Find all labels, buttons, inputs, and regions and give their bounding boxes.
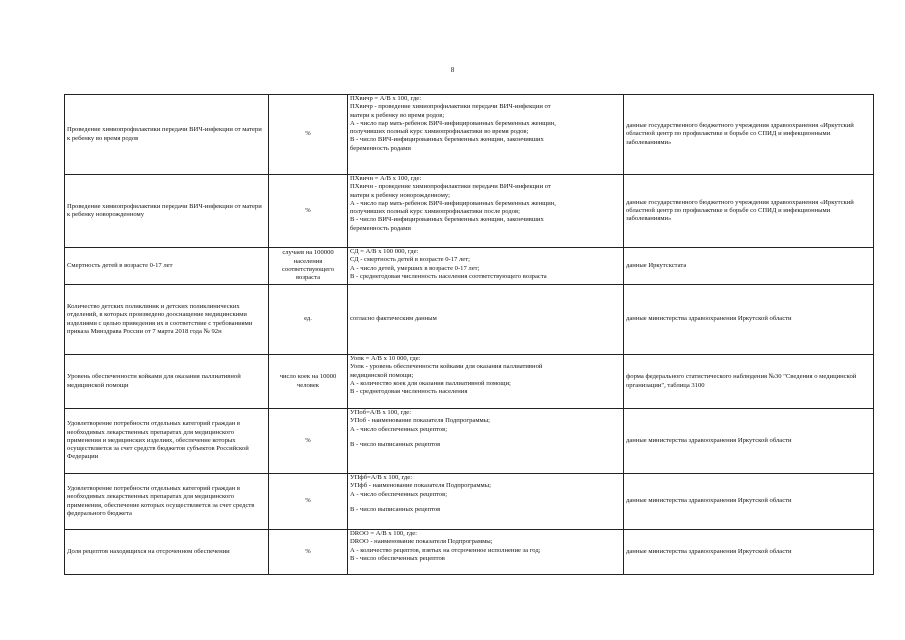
formula-line	[350, 434, 621, 441]
formula-cell	[348, 355, 624, 409]
table-row	[65, 175, 874, 248]
indicator-cell: Удовлетворение потребности отдельных категорий граждан в необходимых лекарственных препаратах для медицинского применения, обеспечение которых осуществляется за счет средств федерального бюджета	[65, 474, 269, 530]
unit-cell: случаев на 100000 населения соответствующего возраста	[269, 248, 348, 285]
source-cell: данные Иркутскстата	[624, 248, 874, 285]
formula-line: УПоб - наименование показателя Подпрограммы;	[350, 417, 490, 425]
unit-cell: число коек на 10000 человек	[269, 355, 348, 409]
formula-line: Уопк = А/В х 10 000, где:	[350, 355, 421, 362]
formula-cell	[348, 474, 624, 530]
table-row	[65, 285, 874, 355]
unit-cell: %	[269, 175, 348, 248]
formula-line: ПХвичр = А/В х 100, где:	[350, 95, 422, 102]
formula-line	[350, 499, 621, 506]
indicator-cell: Количество детских поликлиник и детских поликлинических отделений, в которых произведено дооснащение медицинскими изделиями с целью приведения их в соответствие с требованиями приказа Минздрава России от 7 марта 2018 года № 92н	[65, 285, 269, 355]
formula-line: А - количество рецептов, взятых на отсроченное исполнение за год;	[350, 546, 541, 554]
table-row	[65, 409, 874, 474]
formula-line: В - среднегодовая численность населения	[350, 388, 468, 396]
formula-line: DROO = А/В х 100, где:	[350, 530, 417, 537]
unit-cell: %	[269, 95, 348, 175]
formula-line: УПоб=А/В х 100, где:	[350, 409, 412, 416]
source-cell: данные государственного бюджетного учреждения здравоохранения «Иркутский областной центр по профилактике и борьбе со СПИД и инфекционными заболеваниями»	[624, 95, 874, 175]
formula-line: А - число обеспеченных рецептов;	[350, 490, 448, 498]
formula-cell	[348, 95, 624, 175]
table-row	[65, 248, 874, 285]
formula-line: А - число пар мать-ребенок ВИЧ-инфицированных беременных женщин,	[350, 199, 556, 207]
formula-line: УПфб - наименование показателя Подпрограммы;	[350, 482, 491, 490]
formula-line: СД = А/В х 100 000, где:	[350, 248, 419, 255]
table-row	[65, 95, 874, 175]
formula-line: В - число обеспеченных рецептов	[350, 554, 445, 562]
source-cell: данные министерства здравоохранения Иркутской области	[624, 474, 874, 530]
table-row	[65, 530, 874, 575]
indicator-cell: Проведение химиопрофилактики передачи ВИЧ-инфекции от матери к ребенку новорожденному	[65, 175, 269, 248]
formula-line: беременность родами	[350, 224, 411, 232]
indicator-cell: Доля рецептов находящихся на отсроченном обеспечении	[65, 530, 269, 575]
unit-cell: %	[269, 530, 348, 575]
indicator-cell: Проведение химиопрофилактики передачи ВИЧ-инфекции от матери к ребенку во время родов	[65, 95, 269, 175]
formula-line: медицинской помощи;	[350, 371, 414, 379]
formula-line: А - количество коек для оказания паллиативной помощи;	[350, 379, 511, 387]
formula-line: согласно фактическим данным	[350, 315, 437, 323]
formula-line: В - число выписанных рецептов	[350, 505, 441, 513]
indicator-cell: Удовлетворение потребности отдельных категорий граждан в необходимых лекарственных препаратах для медицинского применения и медицинских изделиях, обеспечение которых осуществляется за счет средств бюджетов субъектов Российской Федерации	[65, 409, 269, 474]
formula-line: ПХвичн = А/В х 100, где:	[350, 175, 422, 182]
table-row	[65, 474, 874, 530]
formula-line: DROO - наименование показателя Подпрограммы;	[350, 538, 493, 546]
formula-line: УПфб=А/В х 100, где:	[350, 474, 413, 481]
source-cell: данные государственного бюджетного учреждения здравоохранения «Иркутский областной центр по профилактике и борьбе со СПИД и инфекционными заболеваниями»	[624, 175, 874, 248]
formula-line: СД - смертность детей в возрасте 0-17 лет;	[350, 256, 470, 264]
formula-cell	[348, 175, 624, 248]
source-cell: форма федерального статистического наблюдения №30 "Сведения о медицинской организации", таблица 3100	[624, 355, 874, 409]
formula-line: А - число пар мать-ребенок ВИЧ-инфицированных беременных женщин,	[350, 119, 556, 127]
formula-line: А - число детей, умерших в возрасте 0-17 лет;	[350, 264, 480, 272]
indicators-table	[64, 94, 874, 575]
indicator-cell: Уровень обеспеченности койками для оказания паллиативной медицинской помощи	[65, 355, 269, 409]
formula-line: беременность родами	[350, 144, 411, 152]
formula-line: В - число ВИЧ-инфицированных беременных женщин, закончивших	[350, 136, 544, 144]
formula-line: В - число ВИЧ-инфицированных беременных женщин, закончивших	[350, 216, 544, 224]
formula-cell	[348, 530, 624, 575]
formula-line: А - число обеспеченных рецептов;	[350, 425, 448, 433]
formula-line: Уопк - уровень обеспеченности койками для оказания паллиативной	[350, 363, 543, 371]
formula-line: получивших полный курс химиопрофилактики во время родов;	[350, 128, 529, 136]
formula-cell	[348, 409, 624, 474]
formula-cell	[348, 285, 624, 355]
unit-cell: ед.	[269, 285, 348, 355]
formula-line: В - число выписанных рецептов	[350, 440, 441, 448]
formula-line: матери к ребенку новорожденному;	[350, 191, 450, 199]
formula-line: В - среднегодовая численность населения соответствующего возраста	[350, 272, 547, 280]
source-cell: данные министерства здравоохранения Иркутской области	[624, 285, 874, 355]
formula-line: ПХвичр - проведение химиопрофилактики передачи ВИЧ-инфекции от	[350, 103, 551, 111]
table-row	[65, 355, 874, 409]
formula-line: матери к ребенку во время родов;	[350, 111, 445, 119]
formula-line: ПХвичн - проведение химиопрофилактики передачи ВИЧ-инфекции от	[350, 183, 551, 191]
indicator-cell: Смертность детей в возрасте 0-17 лет	[65, 248, 269, 285]
unit-cell: %	[269, 409, 348, 474]
unit-cell: %	[269, 474, 348, 530]
source-cell: данные министерства здравоохранения Иркутской области	[624, 409, 874, 474]
source-cell: данные министерства здравоохранения Иркутской области	[624, 530, 874, 575]
formula-line: получивших полный курс химиопрофилактики после родов;	[350, 208, 520, 216]
formula-cell	[348, 248, 624, 285]
page-number: 8	[450, 66, 455, 74]
